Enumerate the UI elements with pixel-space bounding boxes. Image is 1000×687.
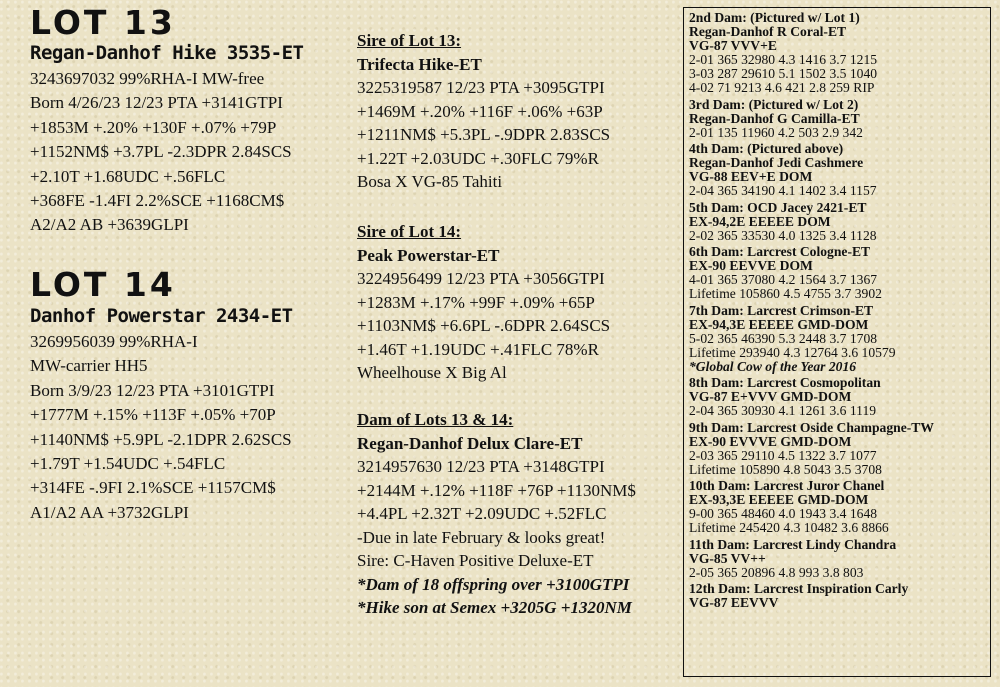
dam-line: Sire: C-Haven Positive Deluxe-ET (357, 551, 594, 570)
sire-lot-13-line: +1211NM$ +5.3PL -.9DPR 2.83SCS (357, 125, 611, 144)
dam-title-line: EX-90 EVVVE GMD-DOM (689, 433, 852, 449)
dam-title-line: Regan-Danhof R Coral-ET (689, 24, 847, 39)
dam-title-line: 8th Dam: Larcrest Cosmopolitan (689, 375, 881, 390)
dam-record-line: 2-02 365 33530 4.0 1325 3.4 1128 (689, 227, 877, 243)
dam-title-line: 10th Dam: Larcrest Juror Chanel (689, 478, 885, 493)
lot-14-line: +1140NM$ +5.9PL -2.1DPR 2.62SCS (30, 429, 292, 449)
lot-14-line: A1/A2 AA +3732GLPI (30, 502, 189, 522)
dam-title-line: VG-87 EEVVV (689, 595, 779, 610)
dam-title-line: 2nd Dam: (Pictured w/ Lot 1) (689, 10, 860, 25)
dam-record-line: 9-00 365 48460 4.0 1943 3.4 1648 (689, 506, 878, 521)
lot-13-details (30, 67, 292, 238)
dam-record-line: 2-04 365 34190 4.1 1402 3.4 1157 (689, 183, 877, 198)
lot-13-title: LOT 13 (30, 3, 176, 42)
dam-record-line: Lifetime 293940 4.3 12764 3.6 10579 (689, 344, 896, 360)
dam-title-line: EX-94,3E EEEEE GMD-DOM (689, 316, 869, 332)
dam-record-line: 2-04 365 30930 4.1 1261 3.6 1119 (689, 403, 877, 418)
dam-line: +4.4PL +2.32T +2.09UDC +.52FLC (357, 504, 607, 523)
lot-14-line: +314FE -.9FI 2.1%SCE +1157CM$ (30, 478, 276, 498)
dam-name: Regan-Danhof Delux Clare-ET (357, 433, 583, 453)
sire-lot-14-header: Sire of Lot 14: (357, 222, 462, 241)
pedigree-dam-entry (689, 421, 990, 477)
pedigree-dam-entry (689, 479, 990, 535)
dam-title-line: EX-94,2E EEEEE DOM (689, 213, 831, 229)
lot-13-line: 3243697032 99%RHA-I MW-free (30, 69, 265, 88)
lot-13-line: +2.10T +1.68UDC +.56FLC (30, 166, 226, 186)
dam-header: Dam of Lots 13 & 14: (357, 410, 514, 429)
sire-lot-13-line: +1469M +.20% +116F +.06% +63P (357, 101, 603, 121)
lot-13-line: Born 4/26/23 12/23 PTA +3141GTPI (30, 93, 283, 113)
dam-title-line: 9th Dam: Larcrest Oside Champagne-TW (689, 419, 934, 435)
dam-note: *Global Cow of the Year 2016 (689, 358, 857, 374)
dam-title-line: 3rd Dam: (Pictured w/ Lot 2) (689, 96, 859, 112)
pedigree-dam-entry (689, 11, 990, 95)
dam-lots-13-14-section (357, 408, 636, 620)
dam-line: 3214957630 12/23 PTA +3148GTPI (357, 457, 605, 476)
sire-lot-14-section (357, 220, 610, 385)
dam-title-line: 5th Dam: OCD Jacey 2421-ET (689, 199, 867, 215)
lot-14-line: Born 3/9/23 12/23 PTA +3101GTPI (30, 380, 275, 400)
dam-title-line: EX-90 EEVVE DOM (689, 258, 813, 273)
dam-title-line: 7th Dam: Larcrest Crimson-ET (689, 302, 874, 318)
dam-title-line: EX-93,3E EEEEE GMD-DOM (689, 492, 869, 507)
pedigree-dam-entry (689, 304, 990, 374)
lot-14-details (30, 330, 292, 525)
lot-13-line: A2/A2 AB +3639GLPI (30, 215, 189, 235)
lot-14-line: +1777M +.15% +113F +.05% +70P (30, 405, 276, 425)
lot-13-bull-name: Regan-Danhof Hike 3535-ET (30, 42, 304, 64)
sire-lot-13-header: Sire of Lot 13: (357, 31, 462, 50)
lot-13-line: +1853M +.20% +130F +.07% +79P (30, 117, 277, 137)
sire-lot-14-line: +1283M +.17% +99F +.09% +65P (357, 292, 595, 312)
dam-title-line: VG-87 E+VVV GMD-DOM (689, 389, 852, 404)
sire-lot-14-line: +1.46T +1.19UDC +.41FLC 78%R (357, 339, 599, 359)
sire-lot-14-name: Peak Powerstar-ET (357, 245, 500, 265)
dam-title-line: VG-88 EEV+E DOM (689, 169, 813, 184)
dam-note: *Dam of 18 offspring over +3100GTPI (357, 574, 630, 594)
dam-title-line: VG-87 VVV+E (689, 38, 777, 53)
pedigree-dam-entry (689, 582, 990, 610)
pedigree-box (683, 7, 991, 677)
pedigree-dam-entry (689, 376, 990, 418)
dam-line: +2144M +.12% +118F +76P +1130NM$ (357, 480, 636, 500)
dam-record-line: 2-05 365 20896 4.8 993 3.8 803 (689, 564, 864, 580)
dam-title-line: 6th Dam: Larcrest Cologne-ET (689, 244, 871, 259)
dam-record-line: Lifetime 105860 4.5 4755 3.7 3902 (689, 286, 882, 301)
lot-14-line: +1.79T +1.54UDC +.54FLC (30, 454, 226, 474)
lot-14-title: LOT 14 (30, 265, 176, 304)
dam-record-line: 4-02 71 9213 4.6 421 2.8 259 RIP (689, 80, 875, 95)
lot-14-line: MW-carrier HH5 (30, 356, 148, 376)
sire-lot-13-line: Bosa X VG-85 Tahiti (357, 172, 503, 191)
dam-record-line: 2-01 365 32980 4.3 1416 3.7 1215 (689, 52, 878, 67)
sire-lot-14-line: Wheelhouse X Big Al (357, 363, 507, 382)
dam-title-line: 4th Dam: (Pictured above) (689, 141, 844, 156)
dam-line: -Due in late February & looks great! (357, 527, 606, 547)
dam-record-line: Lifetime 245420 4.3 10482 3.6 8866 (689, 520, 889, 535)
lot-13-line: +368FE -1.4FI 2.2%SCE +1168CM$ (30, 191, 285, 211)
dam-title-line: 11th Dam: Larcrest Lindy Chandra (689, 536, 897, 552)
lot-14-line: 3269956039 99%RHA-I (30, 332, 198, 351)
dam-record-line: Lifetime 105890 4.8 5043 3.5 3708 (689, 461, 882, 477)
dam-record-line: 5-02 365 46390 5.3 2448 3.7 1708 (689, 330, 878, 346)
lot-14-bull-name: Danhof Powerstar 2434-ET (30, 305, 293, 327)
pedigree-dam-entry (689, 245, 990, 301)
sire-lot-14-line: +1103NM$ +6.6PL -.6DPR 2.64SCS (357, 316, 611, 335)
pedigree-dam-entry (689, 98, 990, 140)
dam-record-line: 4-01 365 37080 4.2 1564 3.7 1367 (689, 272, 878, 287)
dam-record-line: 3-03 287 29610 5.1 1502 3.5 1040 (689, 66, 878, 81)
sire-lot-13-line: +1.22T +2.03UDC +.30FLC 79%R (357, 148, 599, 168)
dam-title-line: Regan-Danhof Jedi Cashmere (689, 155, 864, 170)
dam-title-line: 12th Dam: Larcrest Inspiration Carly (689, 581, 909, 596)
lot-13-line: +1152NM$ +3.7PL -2.3DPR 2.84SCS (30, 142, 292, 162)
sire-lot-14-line: 3224956499 12/23 PTA +3056GTPI (357, 269, 605, 288)
sire-lot-13-section (357, 29, 610, 194)
dam-title-line: Regan-Danhof G Camilla-ET (689, 110, 860, 126)
dam-record-line: 2-03 365 29110 4.5 1322 3.7 1077 (689, 447, 877, 463)
pedigree-dam-entry (689, 142, 990, 198)
dam-title-line: VG-85 VV++ (689, 550, 766, 566)
pedigree-dam-entry (689, 538, 990, 580)
dam-record-line: 2-01 135 11960 4.2 503 2.9 342 (689, 124, 863, 140)
sire-lot-13-line: 3225319587 12/23 PTA +3095GTPI (357, 78, 605, 97)
sire-lot-13-name: Trifecta Hike-ET (357, 54, 482, 74)
pedigree-dam-entry (689, 201, 990, 243)
dam-note: *Hike son at Semex +3205G +1320NM (357, 598, 632, 617)
